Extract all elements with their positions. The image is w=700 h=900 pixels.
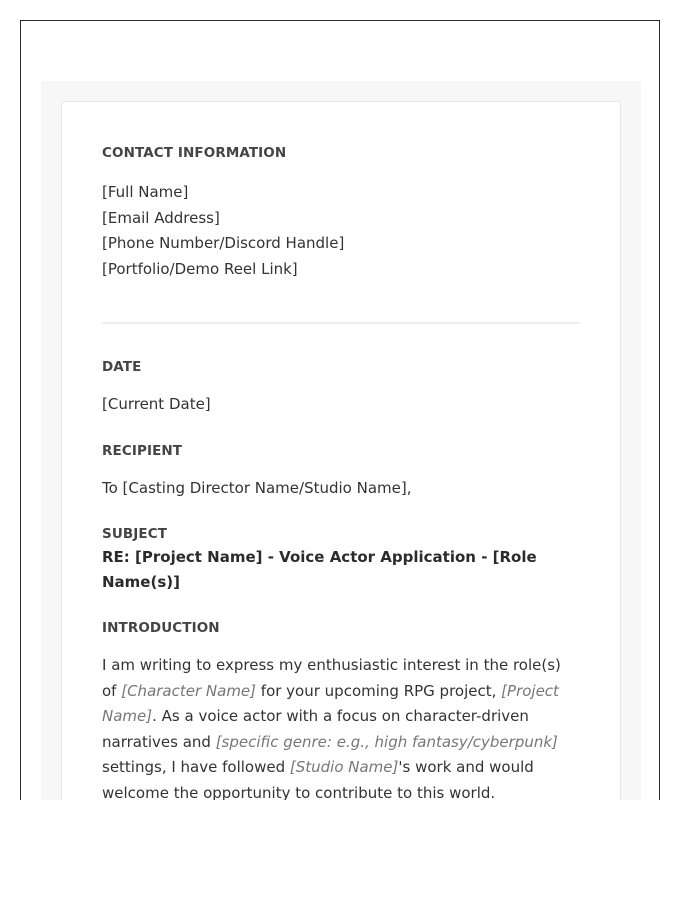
- contact-portfolio: [Portfolio/Demo Reel Link]: [102, 259, 298, 278]
- contact-heading: CONTACT INFORMATION: [102, 145, 287, 161]
- page-frame: [20, 20, 660, 800]
- subject-value: RE: [Project Name] - Voice Actor Application - [Role Name(s)]: [102, 548, 537, 591]
- intro-text-2: for your upcoming RPG project,: [256, 681, 502, 700]
- introduction-heading: INTRODUCTION: [102, 620, 220, 636]
- contact-email: [Email Address]: [102, 208, 220, 227]
- placeholder-character-name: [Character Name]: [121, 681, 257, 700]
- date-value: [Current Date]: [102, 395, 211, 413]
- intro-text-5: 's work and would welcome the opportunity to contribute to this world.: [102, 758, 534, 800]
- recipient-value: To [Casting Director Name/Studio Name],: [102, 478, 412, 497]
- placeholder-studio-name: [Studio Name]: [289, 758, 399, 776]
- document-backdrop: [41, 81, 641, 800]
- letter-card: [61, 101, 621, 800]
- intro-text-3: . As a voice actor with a focus on character-driven narratives and: [102, 707, 529, 751]
- contact-phone: [Phone Number/Discord Handle]: [102, 234, 345, 252]
- date-heading: DATE: [102, 359, 142, 375]
- placeholder-project-name: [Project Name]: [102, 681, 559, 725]
- intro-text-4: settings, I have followed: [102, 758, 290, 776]
- introduction-paragraph: [102, 653, 580, 800]
- recipient-heading: RECIPIENT: [102, 442, 183, 459]
- section-divider: [102, 322, 580, 324]
- contact-full-name: [Full Name]: [102, 183, 189, 201]
- contact-block: [102, 180, 580, 282]
- subject-heading: SUBJECT: [102, 526, 168, 542]
- intro-text-1: I am writing to express my enthusiastic interest in the role(s) of: [102, 656, 561, 700]
- placeholder-genre: [specific genre: e.g., high fantasy/cyberpunk]: [215, 732, 558, 751]
